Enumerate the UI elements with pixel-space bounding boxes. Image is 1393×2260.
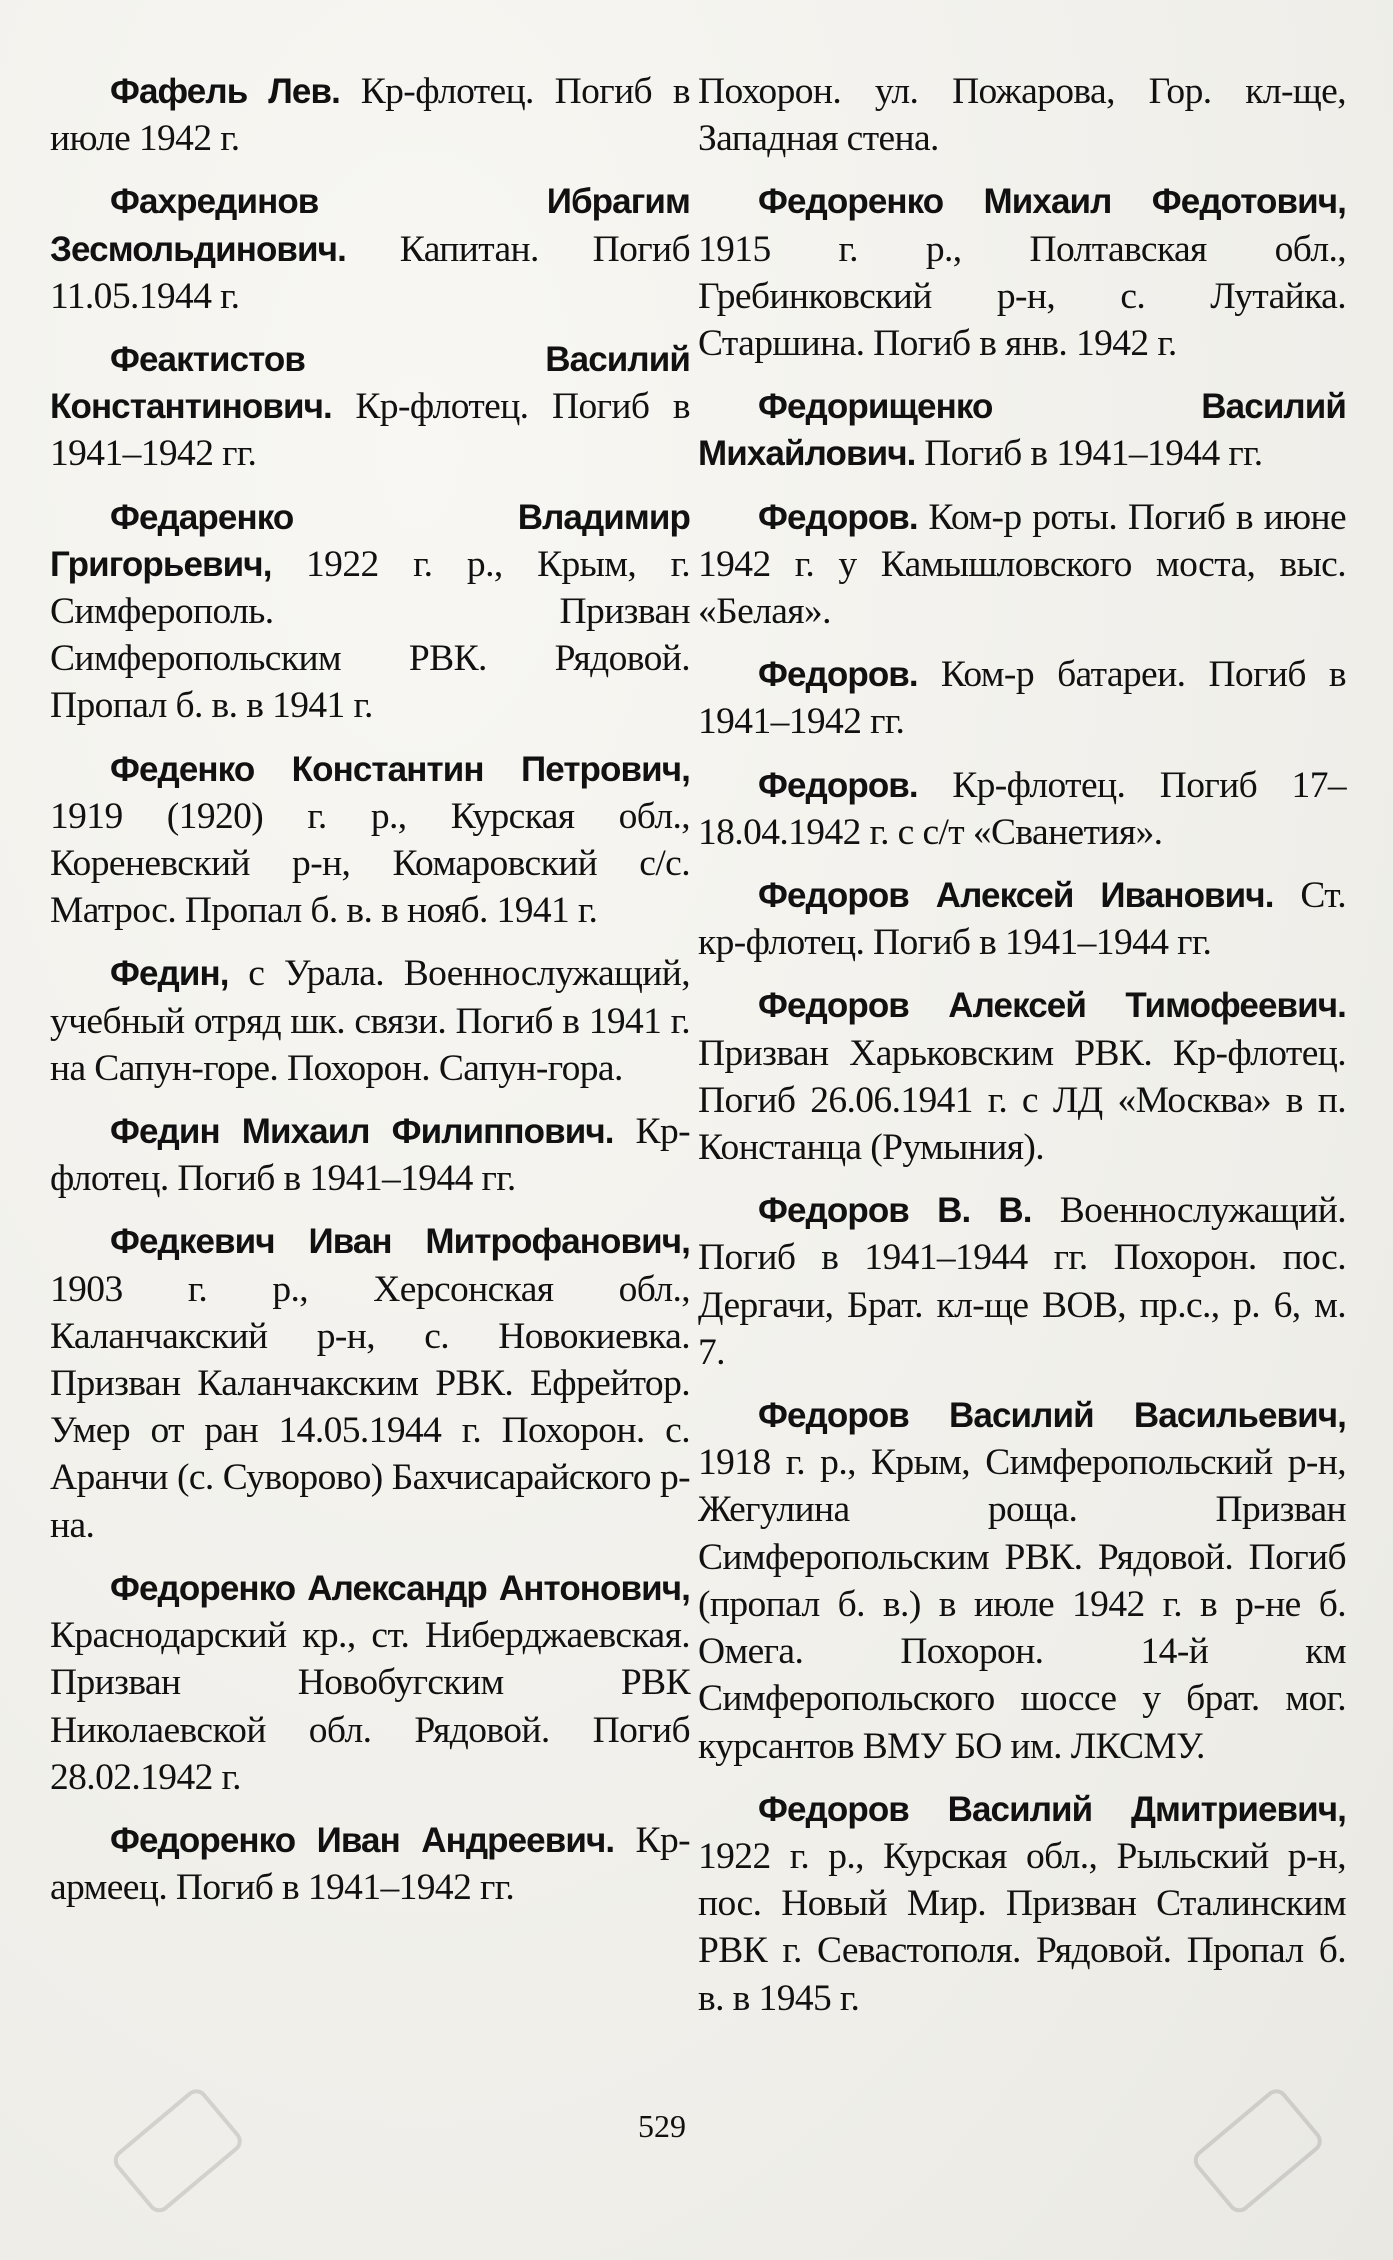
entry-text: с Урала. Военнослужащий, учебный отряд шк. связи. Погиб в 1941 г. на Сапун-горе. Похорон. Сапун-гора. [50,953,690,1089]
entry-name: Федкевич Иван Митрофанович, [110,1222,690,1262]
entry-text: Призван Харьковским РВК. Кр-флотец. Погиб 26.06.1941 г. с ЛД «Москва» в п. Констанца (Румыния). [698,1032,1346,1169]
left-column [50,68,690,1927]
entry-name: Феденко Константин Петрович, [110,749,690,789]
entry [50,178,690,320]
entry-text: 1918 г. р., Крым, Симферопольский р-н, Жегулина роща. Призван Симферопольским РВК. Рядовой. Погиб (пропал б. в.) в июле 1942 г. в р-не б. Омега. Похорон. 14-й км Симферопольского шоссе у брат. мог. курсантов ВМУ БО им. ЛКСМУ. [698,1442,1346,1767]
entry-name: Федоренко Иван Андреевич. [110,1820,615,1860]
page-number: 529 [638,2108,686,2144]
entry [50,494,690,730]
entry-text: 1903 г. р., Херсонская обл., Каланчакский р-н, с. Новокиевка. Призван Каланчакским РВК. Ефрейтор. Умер от ран 14.05.1944 г. Похорон. с. Аранчи (с. Суворово) Бахчисарайского р-на. [50,1268,690,1546]
entry-text: Ст. кр-флотец. Погиб в 1941–1944 гг. [698,875,1347,964]
entry-text: 1915 г. р., Полтавская обл., Гребинковский р-н, с. Лутайка. Старшина. Погиб в янв. 1942 г. [698,228,1346,365]
entry-name: Федоров В. В. [758,1191,1032,1231]
entry-text: Погиб в 1941–1944 гг. [915,433,1263,475]
entry-text: Краснодарский кр., ст. Ниберджаевская. Призван Новобугским РВК Николаевской обл. Рядовой. Погиб 28.02.1942 г. [50,1615,690,1798]
entry [50,950,690,1092]
entry-name: Федорищенко Василий Михайлович. [698,387,1346,474]
entry [50,1218,690,1548]
entry-text: 1922 г. р., Курская обл., Рыльский р-н, пос. Новый Мир. Призван Сталинским РВК г. Севастополя. Рядовой. Пропал б. в. в 1945 г. [698,1835,1346,2019]
entry-name: Федаренко Владимир Григорьевич, [50,497,690,584]
entry-continuation: Похорон. ул. Пожарова, Гор. кл-ще, Западная стена. [698,71,1346,160]
watermark-logo [106,2082,254,2226]
entry-name: Федоров Алексей Иванович. [758,876,1274,916]
entry-name: Федоров Василий Дмитриевич, [758,1789,1346,1829]
entry [50,336,690,478]
entry-text: Ком-р батареи. Погиб в 1941–1942 гг. [698,654,1346,743]
entry-text: 1922 г. р., Крым, г. Симферополь. Призван Симферопольским РВК. Рядовой. Пропал б. в. в 1941 г. [50,543,690,727]
entry [698,383,1346,477]
entry-text: 1919 (1920) г. р., Курская обл., Кореневский р-н, Комаровский с/с. Матрос. Пропал б. в. в нояб. 1941 г. [50,795,690,932]
entry-name: Федоров. [758,765,918,805]
entry-text: Кр-армеец. Погиб в 1941–1942 гг. [50,1819,691,1909]
entry-text: Кр-флотец. Погиб в 1941–1942 гг. [50,386,690,475]
entry [698,651,1346,745]
entry [698,872,1346,966]
entry [50,1565,690,1801]
entry [698,1392,1346,1770]
entry [698,1786,1346,2022]
entry-text: Кр-флотец. Погиб 17–18.04.1942 г. с с/т «Сванетия». [698,764,1346,853]
right-column [698,68,1346,2038]
entry [50,68,690,162]
watermark-logo [1186,2082,1334,2226]
entry-name: Федоренко Александр Антонович, [110,1568,690,1608]
entry [698,494,1346,636]
entry-name: Федоров Василий Васильевич, [758,1396,1346,1436]
entry-text: Кр-флотец. Погиб в 1941–1944 гг. [50,1111,690,1200]
entry-name: Федоров Алексей Тимофеевич. [758,986,1346,1026]
entry-text: Ком-р роты. Погиб в июне 1942 г. у Камышловского моста, выс. «Белая». [698,496,1346,633]
entry-name: Федин Михаил Филиппович. [110,1112,614,1152]
entry-text: Кр-флотец. Погиб в июле 1942 г. [50,71,690,160]
entry [50,746,690,935]
entry [50,1108,690,1202]
entry-name: Федин, [110,954,229,994]
entry-name: Федоров. [758,655,918,695]
entry [50,1817,690,1911]
entry [698,178,1346,367]
entry-name: Фафель Лев. [110,72,340,111]
entry-name: Фахрединов Ибрагим Зесмольдинович. [50,182,690,269]
entry-text: Военнослужащий. Погиб в 1941–1944 гг. Похорон. пос. Дергачи, Брат. кл-ще ВОВ, пр.с., р. 6, м. 7. [698,1190,1346,1373]
entry-name: Федоров. [758,497,918,537]
entry [698,1187,1346,1376]
watermark-icon [106,2082,249,2220]
entry [698,762,1346,856]
entry [698,982,1346,1171]
entry-name: Феактистов Василий Константинович. [50,340,690,427]
entry-name: Федоренко Михаил Федотович, [758,182,1346,222]
watermark-icon [1186,2082,1329,2220]
entry-text: Капитан. Погиб 11.05.1944 г. [50,228,690,317]
